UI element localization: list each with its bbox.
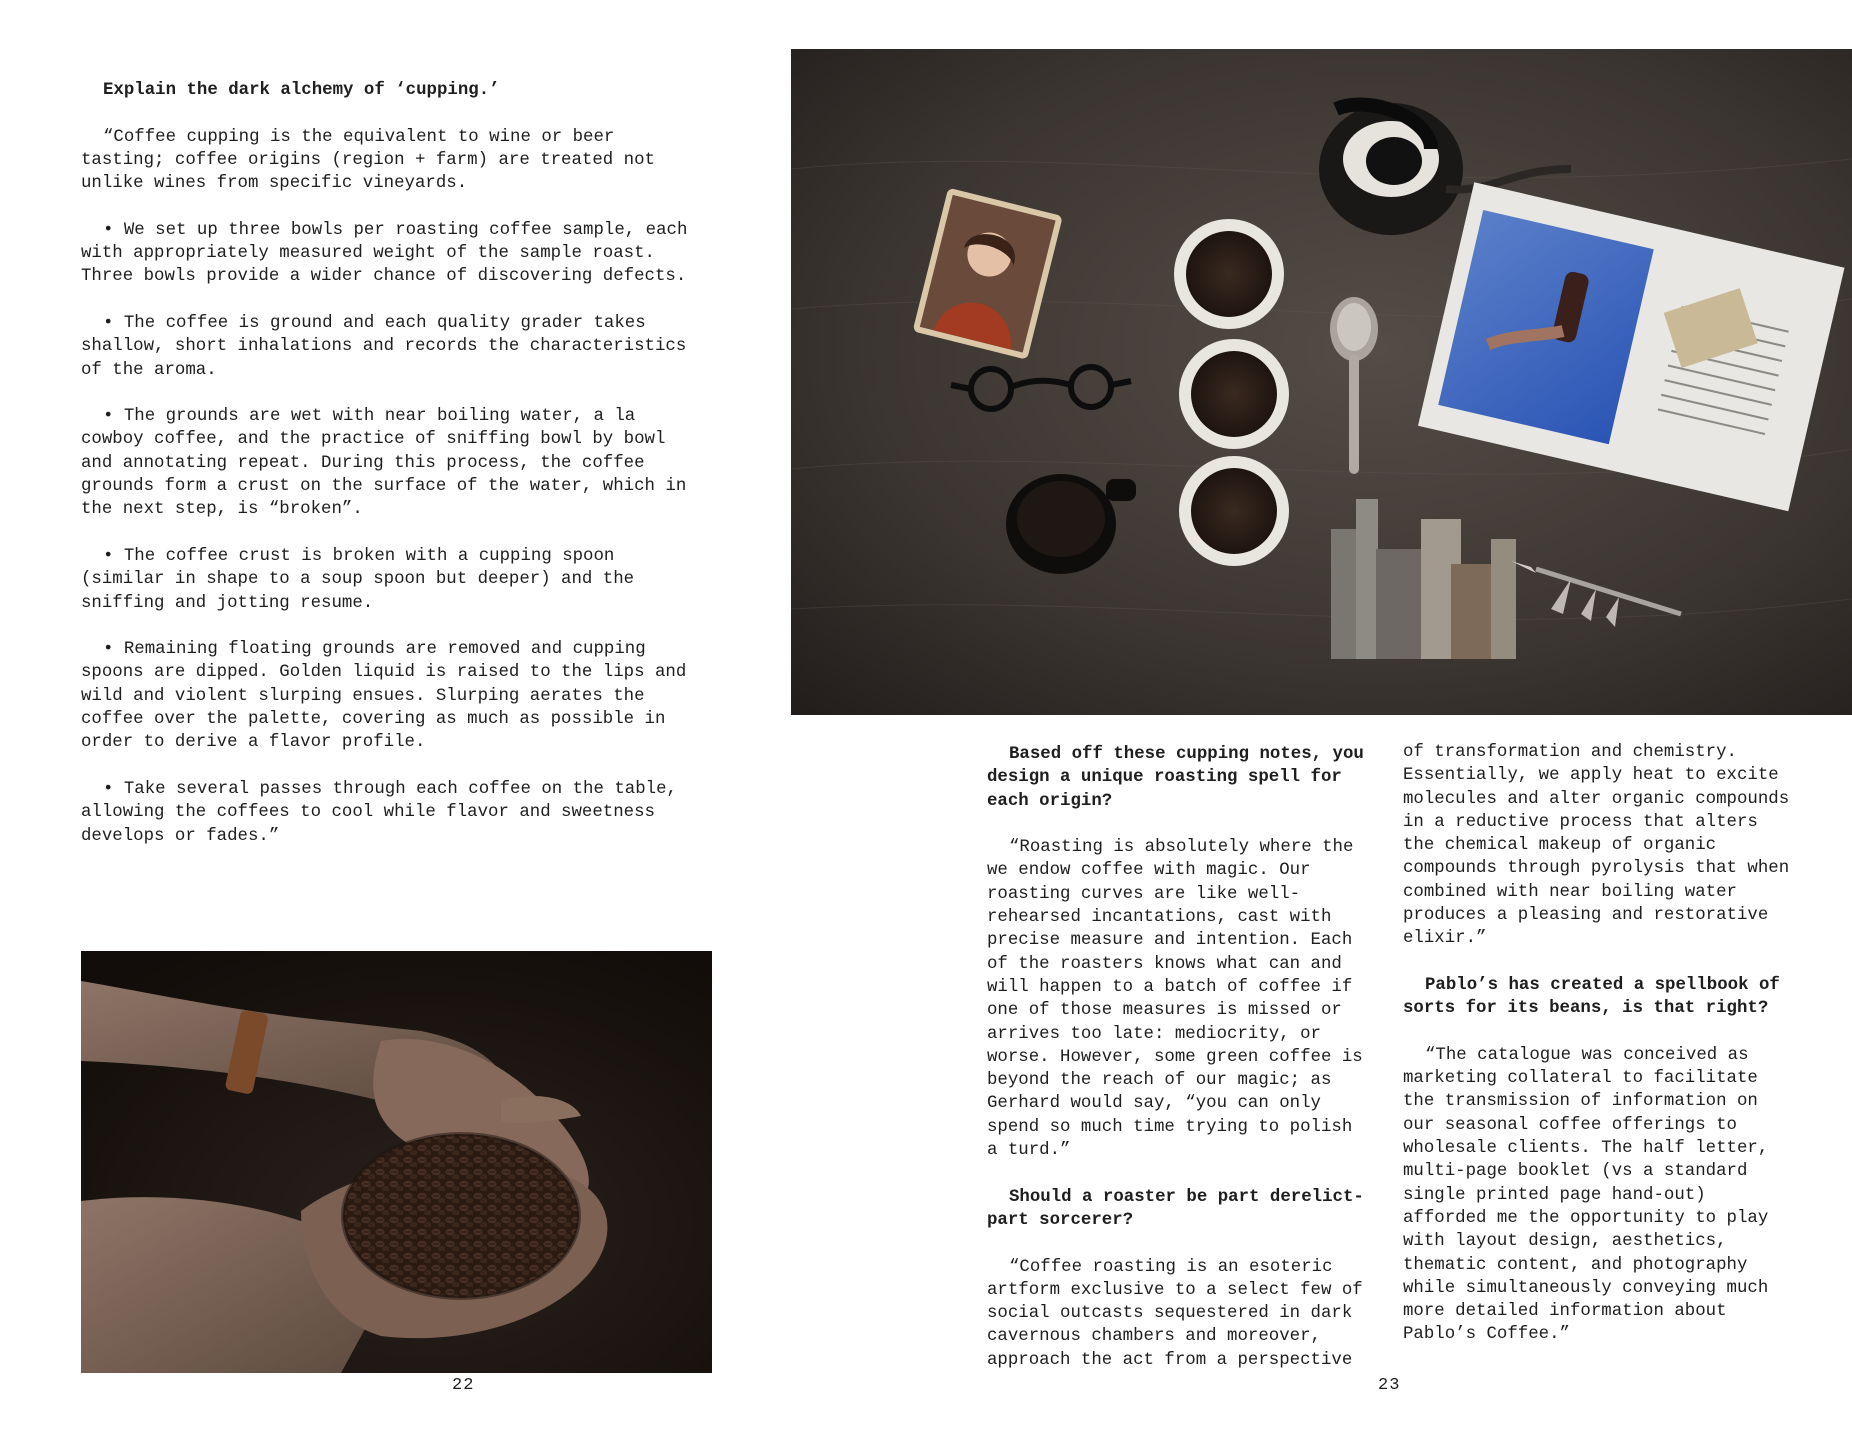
right-page-column-1 xyxy=(987,743,1372,1395)
bullet-paragraph: • The grounds are wet with near boiling water, a la cowboy coffee, and the practice of sniffing bowl by bowl and annotating repeat. During this process, the coffee grounds form a crust on the surface of the water, which in the next step, is “broken”. xyxy=(81,407,687,520)
bullet-paragraph: • The coffee crust is broken with a cupping spoon (similar in shape to a soup spoon but deeper) and the sniffing and jotting resume. xyxy=(81,546,635,613)
cupping-table-photo xyxy=(791,49,1852,715)
right-page-column-2 xyxy=(1403,741,1798,1370)
question-heading-cupping: Explain the dark alchemy of ‘cupping.’ xyxy=(103,81,500,100)
question-roasting-spell: Based off these cupping notes, you design a unique roasting spell for each origin? xyxy=(987,745,1364,811)
bullet-paragraph: • The coffee is ground and each quality grader takes shallow, short inhalations and records the characteristics of the aroma. xyxy=(81,313,687,380)
answer-esoteric-artform-continued: of transformation and chemistry. Essentially, we apply heat to excite molecules and alter organic compounds in a reductive process that alters the chemical makeup of organic compounds through pyrolysis that when combined with near boiling water produces a pleasing and restorative elixir.” xyxy=(1403,743,1790,949)
page-number-left: 22 xyxy=(452,1376,475,1395)
left-page-text xyxy=(81,79,691,871)
answer-intro-paragraph: “Coffee cupping is the equivalent to wine or beer tasting; coffee origins (region + farm) are treated not unlike wines from specific vineyards. xyxy=(81,127,655,194)
bullet-paragraph: • Remaining floating grounds are removed and cupping spoons are dipped. Golden liquid is raised to the lips and wild and violent slurping ensues. Slurping aerates the coffee over the palette, covering as much as possible in order to derive a flavor profile. xyxy=(81,640,687,753)
bullet-paragraph: • We set up three bowls per roasting coffee sample, each with appropriately measured weight of the sample roast. Three bowls provide a wider chance of discovering defects. xyxy=(81,220,688,287)
question-spellbook: Pablo’s has created a spellbook of sorts for its beans, is that right? xyxy=(1403,975,1780,1019)
answer-catalogue: “The catalogue was conceived as marketing collateral to facilitate the transmission of information on our seasonal coffee offerings to wholesale clients. The half letter, multi-page booklet (vs a standard single printed page hand-out) afforded me the opportunity to play with layout design, aesthetics, thematic content, and photography while simultaneously conveying much more detailed information about Pablo’s Coffee.” xyxy=(1403,1045,1769,1345)
question-derelict-sorcerer: Should a roaster be part derelict-part sorcerer? xyxy=(987,1187,1364,1230)
hands-holding-coffee-beans-photo xyxy=(81,951,712,1373)
answer-esoteric-artform: “Coffee roasting is an esoteric artform exclusive to a select few of social outcasts sequestered in dark cavernous chambers and moreover, approach the act from a perspective xyxy=(987,1257,1363,1370)
bullet-paragraph: • Take several passes through each coffee on the table, allowing the coffees to cool while flavor and sweetness develops or fades.” xyxy=(81,779,677,846)
answer-roasting-magic: “Roasting is absolutely where the we endow coffee with magic. Our roasting curves are like well-rehearsed incantations, cast with precise measure and intention. Each of the roasters knows what can and will happen to a batch of coffee if one of those measures is missed or arrives too late: mediocrity, or worse. However, some green coffee is beyond the reach of our magic; as Gerhard would say, “you can only spend so much time trying to polish a turd.” xyxy=(987,838,1363,1161)
page-number-right: 23 xyxy=(1378,1376,1401,1395)
